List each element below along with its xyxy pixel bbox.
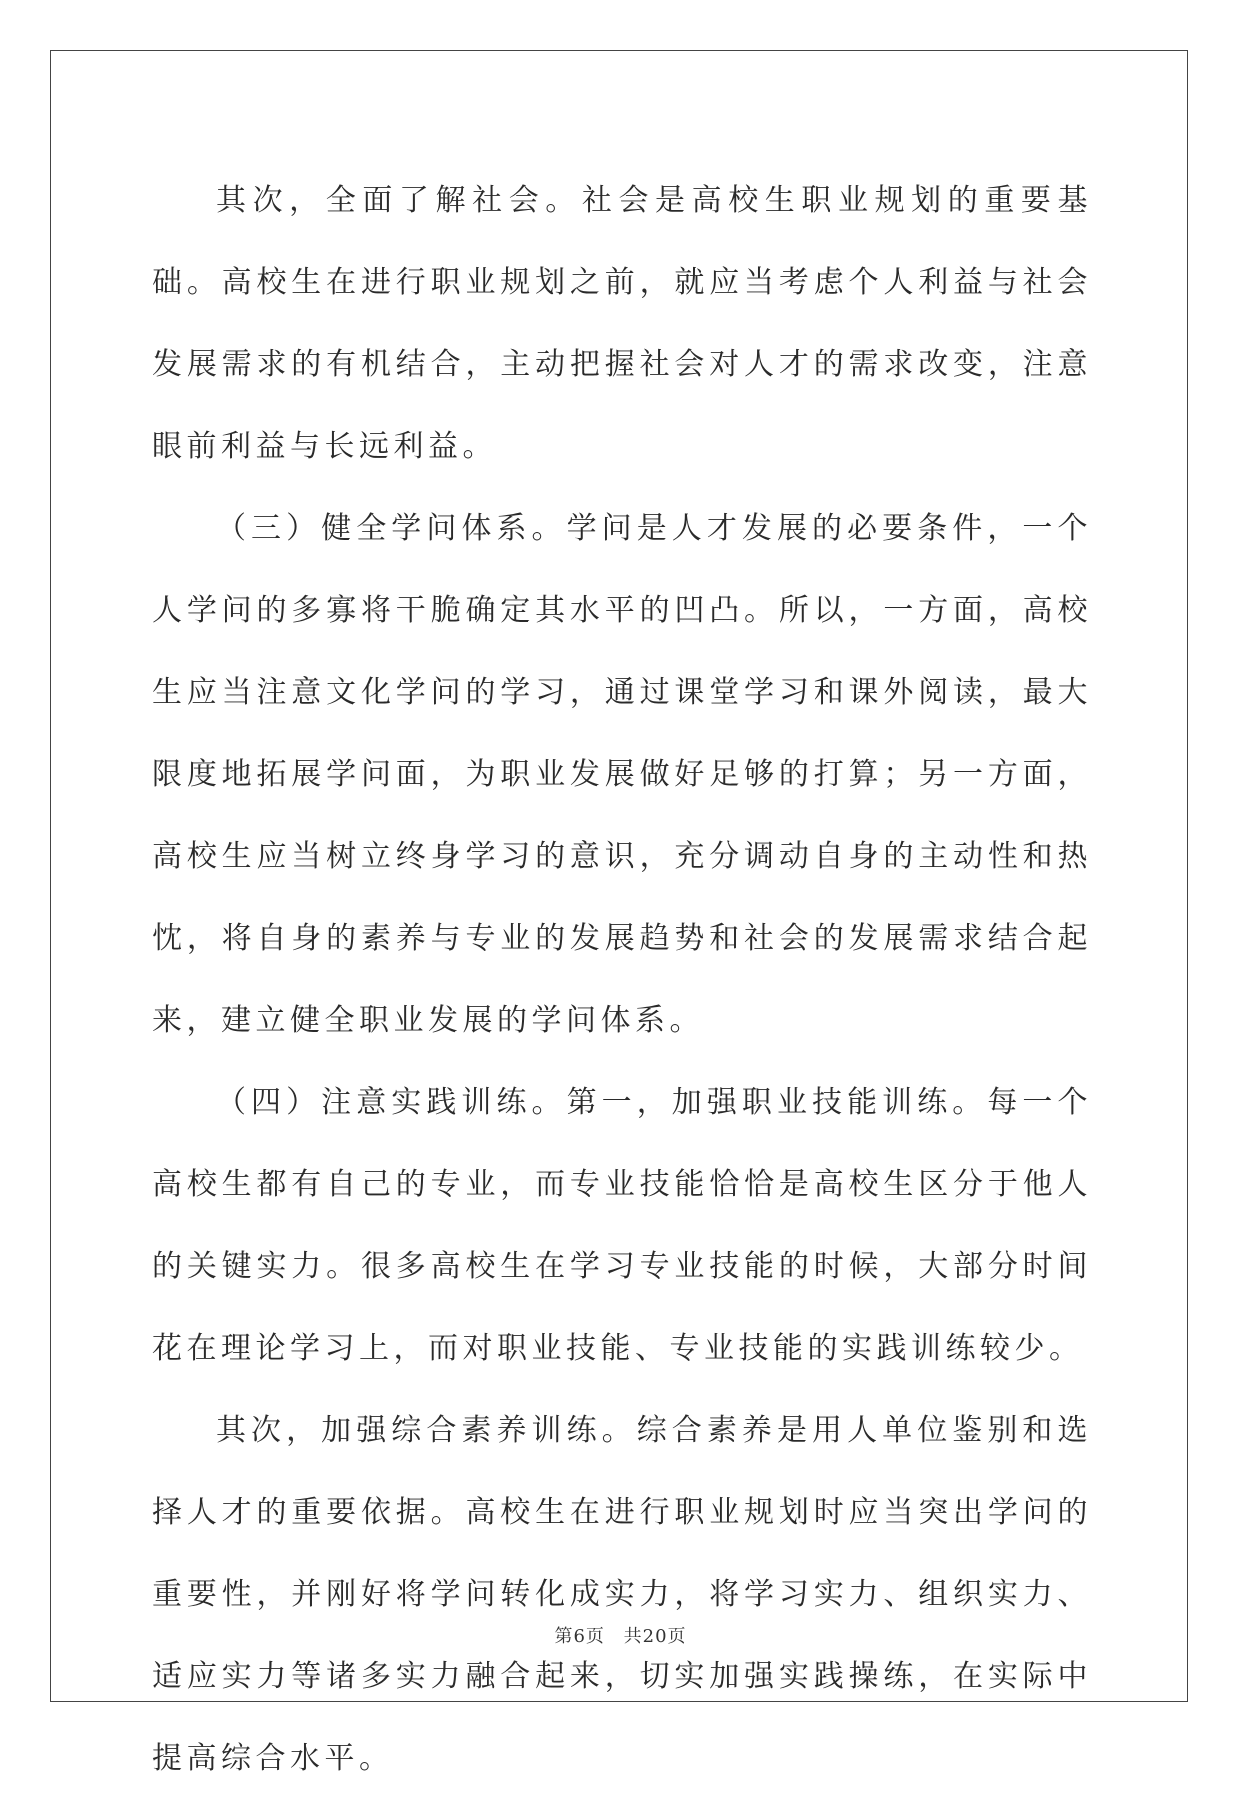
paragraph-1: 其次，全面了解社会。社会是高校生职业规划的重要基础。高校生在进行职业规划之前，就应当考虑个人利益与社会发展需求的有机结合，主动把握社会对人才的需求改变，注意眼前利益与长远利益。 (152, 183, 1092, 464)
page-total: 共20页 (623, 1626, 687, 1647)
paragraph-2: （三）健全学问体系。学问是人才发展的必要条件，一个人学问的多寡将干脆确定其水平的凹凸。所以，一方面，高校生应当注意文化学问的学习，通过课堂学习和课外阅读，最大限度地拓展学问面，为职业发展做好足够的打算；另一方面，高校生应当树立终身学习的意识，充分调动自身的主动性和热忱，将自身的素养与专业的发展趋势和社会的发展需求结合起来，建立健全职业发展的学问体系。 (152, 511, 1092, 1038)
paragraph-3: （四）注意实践训练。第一，加强职业技能训练。每一个高校生都有自己的专业，而专业技能恰恰是高校生区分于他人的关键实力。很多高校生在学习专业技能的时候，大部分时间花在理论学习上，而对职业技能、专业技能的实践训练较少。 (152, 1085, 1092, 1366)
paragraph-4: 其次，加强综合素养训练。综合素养是用人单位鉴别和选择人才的重要依据。高校生在进行职业规划时应当突出学问的重要性，并刚好将学问转化成实力，将学习实力、组织实力、适应实力等诸多实力融合起来，切实加强实践操练，在实际中提高综合水平。 (152, 1413, 1092, 1776)
page-number: 第6页 (554, 1626, 605, 1647)
page-footer (0, 1622, 1241, 1648)
document-body (152, 160, 1092, 1800)
